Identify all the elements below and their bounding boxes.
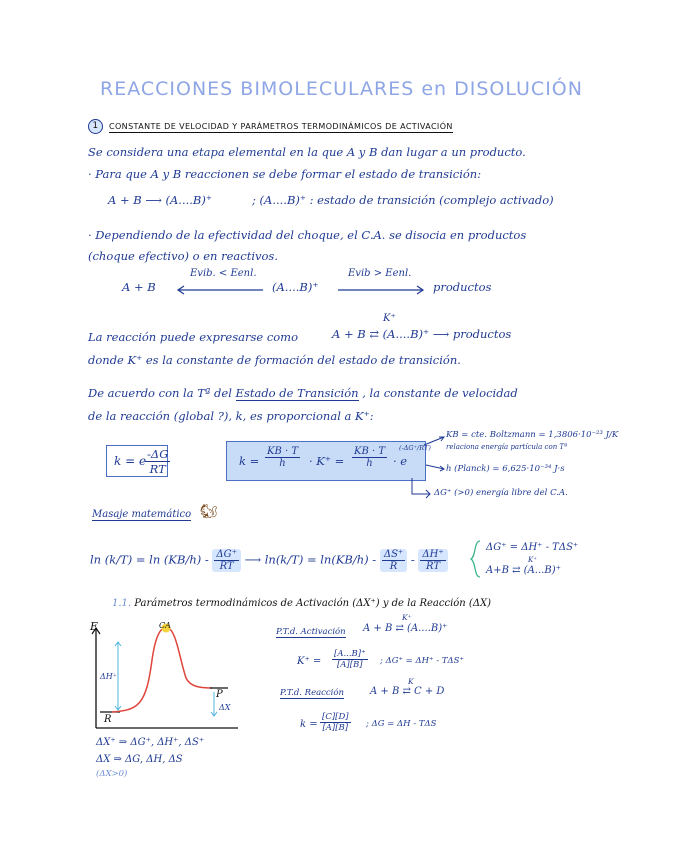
- eq2-right-condition: Evib > Eenl.: [348, 268, 412, 279]
- note-h: h (Planck) = 6,625·10⁻³⁴ J·s: [446, 464, 565, 474]
- small-box-exponent: [145, 447, 170, 476]
- ptd-reac-eq: A + B ⇄ C + D: [370, 686, 445, 697]
- ptd-act-num: [A...B]⁺: [334, 649, 366, 659]
- brace-line-2: A+B ⇄ (A...B)⁺: [486, 565, 561, 576]
- big-box-frac-2: [352, 446, 387, 469]
- ptd-reac-k: K: [408, 677, 414, 686]
- big-box-k: k =: [239, 454, 260, 468]
- section-11-num: 1.1.: [112, 598, 132, 609]
- ln-hl1-num: ΔG⁺: [216, 549, 237, 560]
- big-box-exp-sup: (-ΔG⁺/RT): [399, 444, 431, 452]
- bullet-2-line-1: · Dependiendo de la efectividad del choque, el C.A. se disocia en productos: [88, 228, 527, 242]
- ln-arrow: ⟶: [244, 552, 262, 567]
- diagram-ca: CA: [159, 621, 171, 630]
- brace-k: K⁺: [528, 556, 537, 564]
- big-box-mid: · K⁺ =: [309, 454, 345, 468]
- para2-part-a: De acuerdo con la Tª del: [88, 386, 232, 400]
- diag-note-2: ΔX ⇒ ΔG, ΔH, ΔS: [96, 754, 183, 765]
- diagram-r: R: [104, 714, 112, 725]
- big-box-frac-1: [265, 446, 300, 469]
- eq2-products: productos: [433, 280, 492, 294]
- ptd-act-rel: ; ΔG⁺ = ΔH⁺ - TΔS⁺: [380, 656, 464, 666]
- bullet-1: · Para que A y B reaccionen se debe formar el estado de transición:: [88, 167, 482, 181]
- small-formula-box: [106, 445, 168, 477]
- ptd-reac-den: [A][B]: [322, 723, 349, 733]
- para1-line-1: La reacción puede expresarse como: [88, 330, 299, 344]
- eq2-reactants: A + B: [122, 280, 156, 294]
- ptd-act-den: [A][B]: [336, 660, 363, 670]
- ptd-act-eq: A + B ⇄ (A....B)⁺: [363, 623, 448, 634]
- equation-1-left: A + B ⟶ (A....B)⁺: [108, 193, 212, 207]
- big-f2-den: h: [366, 458, 373, 469]
- para2-part-b: Estado de Transición: [235, 386, 359, 400]
- note-kb-2: relaciona energía partícula con Tª: [446, 443, 568, 451]
- ptd-act-label: P.T.d. Activación: [276, 627, 346, 637]
- small-box-k: k = e: [114, 454, 147, 468]
- ptd-act-k: K⁺: [402, 613, 412, 622]
- ptd-reac-rel: ; ΔG = ΔH - TΔS: [366, 719, 437, 729]
- para1-line-2: donde K⁺ es la constante de formación del estado de transición.: [88, 353, 461, 367]
- ptd-act-kdef: K⁺ =: [297, 656, 322, 667]
- eq2-complex: (A....B)⁺: [272, 280, 319, 294]
- small-exp-den: RT: [149, 462, 166, 476]
- para2-line-1: [88, 386, 518, 400]
- big-f1-num: KB · T: [267, 446, 299, 457]
- eq2-left-arrow: [175, 286, 265, 294]
- eq2-left-condition: Evib. < Eenl.: [190, 268, 257, 279]
- big-formula-box: [226, 441, 431, 481]
- intro-text: Se considera una etapa elemental en la que A y B dan lugar a un producto.: [88, 145, 526, 159]
- brace-icon: [470, 540, 482, 578]
- para1-equation: A + B ⇄ (A....B)⁺ ⟶ productos: [332, 327, 512, 341]
- ln-hl2-num: ΔS⁺: [383, 549, 404, 560]
- squirrel-icon: 🐿: [200, 504, 218, 520]
- masaje-label: Masaje matemático: [92, 509, 192, 520]
- section-1-text: CONSTANTE DE VELOCIDAD Y PARÁMETROS TERMODINÁMICOS DE ACTIVACIÓN: [109, 122, 453, 131]
- ln-equation: ln (k/T) = ln (KB/h) - $\frac{\Delta G^+}{RT}$ ⟶ ln(k/T) = ln(KB/h) - $\frac{\Delta S^+}{R}$ - $\frac{\Delta H^+}{RT}$: [90, 549, 448, 572]
- ln-hl2-den: R: [389, 561, 398, 572]
- para2-part-c: , la constante de velocidad: [362, 386, 518, 400]
- ptd-reac-num: [C][D]: [322, 712, 349, 722]
- big-f2-num: KB · T: [354, 446, 386, 457]
- big-f1-den: h: [279, 458, 286, 469]
- diag-note-3: (ΔX>0): [96, 769, 128, 779]
- diag-note-1: ΔX⁺ ⇒ ΔG⁺, ΔH⁺, ΔS⁺: [96, 737, 205, 748]
- ptd-reac-frac: [320, 712, 351, 733]
- page-title: REACCIONES BIMOLECULARES en DISOLUCIÓN: [100, 78, 583, 100]
- ptd-reac-label: P.T.d. Reacción: [280, 688, 344, 698]
- note-dg: ΔG⁺ (>0) energía libre del C.A.: [434, 488, 568, 498]
- ptd-reac-kdef: k =: [300, 719, 318, 730]
- diagram-dh: ΔH⁺: [100, 672, 117, 681]
- ptd-act-frac: [332, 649, 368, 670]
- ln-part-2: ln(k/T) = ln(KB/h) -: [264, 552, 377, 567]
- ln-hl3-num: ΔH⁺: [422, 549, 444, 560]
- ln-hl1-den: RT: [219, 561, 234, 572]
- equation-1-right: ; (A....B)⁺ : estado de transición (complejo activado): [252, 193, 554, 207]
- eq2-right-arrow: [338, 286, 428, 294]
- diagram-e-axis: E: [90, 620, 99, 633]
- section-1-heading: [88, 119, 453, 134]
- section-11-heading: [112, 598, 491, 609]
- note-kb: KB = cte. Boltzmann = 1,3806·10⁻²³ J/K: [446, 430, 619, 440]
- brace-line-1: ΔG⁺ = ΔH⁺ - TΔS⁺: [486, 542, 579, 553]
- section-number: 1: [88, 119, 103, 134]
- dg-arrow: [412, 478, 434, 500]
- big-box-exp: · e: [393, 454, 408, 468]
- ln-part-1: ln (k/T) = ln (KB/h) -: [90, 552, 209, 567]
- section-11-text: Parámetros termodinámicos de Activación (ΔX⁺) y de la Reacción (ΔX): [134, 598, 492, 609]
- para1-k-label: K⁺: [383, 313, 396, 324]
- ln-hl3-den: RT: [426, 561, 441, 572]
- diagram-dx: ΔX: [219, 703, 231, 712]
- diagram-p: P: [216, 689, 223, 700]
- small-exp-num: -ΔG: [147, 447, 169, 461]
- para2-line-2: de la reacción (global ?), k, es proporcional a K⁺:: [88, 409, 374, 423]
- bullet-2-line-2: (choque efectivo) o en reactivos.: [88, 249, 278, 263]
